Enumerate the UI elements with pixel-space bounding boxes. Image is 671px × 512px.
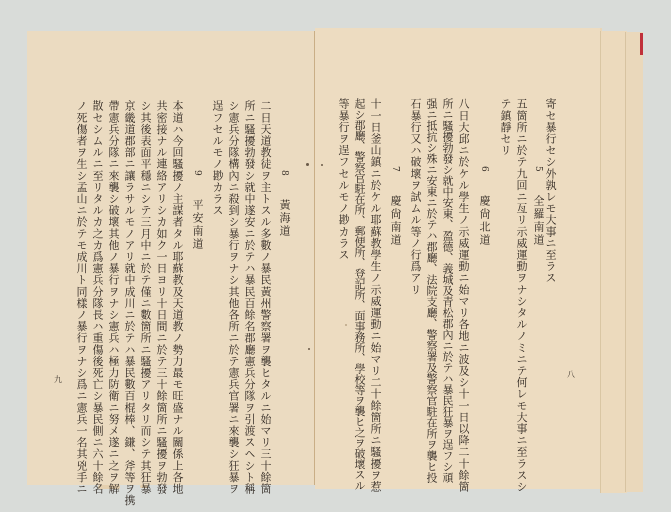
text-column: 散セシムルニ至リタルカ之カ爲憲兵分隊長ハ重傷後死亡シ暴民側ニ六十餘名 xyxy=(91,100,104,495)
text-column: 本道ハ今回騷擾ノ主謀者タル耶蘇教及天道教ノ勢力最モ旺盛ナル關係上各地 xyxy=(171,100,184,495)
text-column: ノ死傷者ヲ生シ孟山ニ於テモ成川ト同樣ノ暴行ヲナシ爲ニ憲兵一名其兇手ニ xyxy=(75,100,88,495)
text-column: 八日大邱ニ於ケル學生ノ示威運動ニ始マリ各地ニ波及シ十一日以降二十餘箇 xyxy=(457,98,470,493)
text-column: 寄セ暴行セシ外孰レモ大事ニ至ラス xyxy=(544,98,557,284)
text-column: 十一日釜山鎮ニ於ケル耶蘇教學生ノ示威運動ニ始マリ二十餘箇所ニ騷擾ヲ惹 xyxy=(369,98,382,493)
section-heading-8 xyxy=(277,170,291,238)
text-column: 起シ郡廳、警察官駐在所、郵便所、登記所、面事務所、學校等ヲ襲ヒ之ヲ破壞スル xyxy=(353,98,366,491)
section-title: 慶尙北道 xyxy=(478,194,491,247)
page-number-right: 八 xyxy=(567,370,575,379)
section-heading-5 xyxy=(531,166,545,247)
back-leaf-3-body xyxy=(625,32,643,492)
section-heading-7 xyxy=(388,166,402,247)
section-number: 5 xyxy=(533,166,543,174)
text-column: 逞フセルモノ尠カラス xyxy=(211,100,224,216)
section-heading-6 xyxy=(477,166,491,247)
section-title: 全羅南道 xyxy=(532,194,545,247)
page-number-left: 九 xyxy=(54,375,62,384)
section-heading-9 xyxy=(190,170,204,251)
binding-red-edge xyxy=(640,33,643,55)
section-number: 8 xyxy=(279,170,289,178)
text-column: 帶憲兵分隊ニ來襲シ破壞其他ノ暴行ヲナシ憲兵ハ極力防衛ニ努メ遂ニ之ヲ解 xyxy=(107,100,120,495)
section-title: 黃海道 xyxy=(278,198,291,238)
text-column: 二日天道教徒ヲ主トスル多數ノ暴民黃州警察署ヲ襲ヒタルニ始マリ三十餘箇 xyxy=(259,100,272,495)
text-column: 等暴行ヲ逞フセルモノ尠カラス xyxy=(337,98,350,261)
text-column: 京畿道郡部ニ讓ラサルモノアリ就中成川ニ於テハ暴民數百棍棒、鎌、斧等ヲ携 xyxy=(123,100,136,506)
section-number: 6 xyxy=(479,166,489,174)
ink-speck xyxy=(308,348,310,350)
gutter-fold xyxy=(314,31,315,485)
section-title: 平安南道 xyxy=(191,198,204,251)
section-title: 慶尙南道 xyxy=(389,194,402,247)
text-column: シ其後表面平穩ニシテ三月中ニ於テ僅ニ數箇所ニ騷擾アリタリ而シテ其狂暴 xyxy=(139,100,152,495)
ink-speck xyxy=(345,324,347,326)
ink-speck xyxy=(321,164,323,166)
text-column: 所ニ騷擾勃發シ就中遂安ニ於テハ暴民百餘名郡廳憲兵分隊ヲ引渡スヘシト稱 xyxy=(243,100,256,495)
text-column: 共密接ナル連絡アリシカ如ク一日ヨリ十日間ニ於テ三十餘箇所ニ騷擾ヲ勃發 xyxy=(155,100,168,495)
text-column: 强ニ抵抗シ殊ニ安東ニ於テハ郡廳、法院支廳、警察署及警察官駐在所ヲ襲ヒ投 xyxy=(425,98,438,483)
text-column: テ鎮靜セリ xyxy=(499,98,512,156)
text-column: シ憲兵分隊構內ニ殺到シ暴行ヲナシ其他各所ニ於テ憲兵官署ニ來襲シ狂暴ヲ xyxy=(227,100,240,495)
ink-speck xyxy=(306,163,309,166)
back-leaf-2-body xyxy=(600,31,627,493)
text-column: 五箇所ニ於テ九回ニ亙リ示威運動ヲナシタルノミニテ何レモ大事ニ至ラスシ xyxy=(515,98,528,493)
text-column: 所ニ騷擾勃發シ就中安東、盈德、義城及青松郡內ニ於テハ暴民狂暴ヲ逞フシ頑 xyxy=(441,98,454,483)
section-number: 7 xyxy=(390,166,400,174)
text-column: 石暴行又ハ破壞ヲ試ムル等ノ行爲アリ xyxy=(409,98,422,296)
section-number: 9 xyxy=(192,170,202,178)
